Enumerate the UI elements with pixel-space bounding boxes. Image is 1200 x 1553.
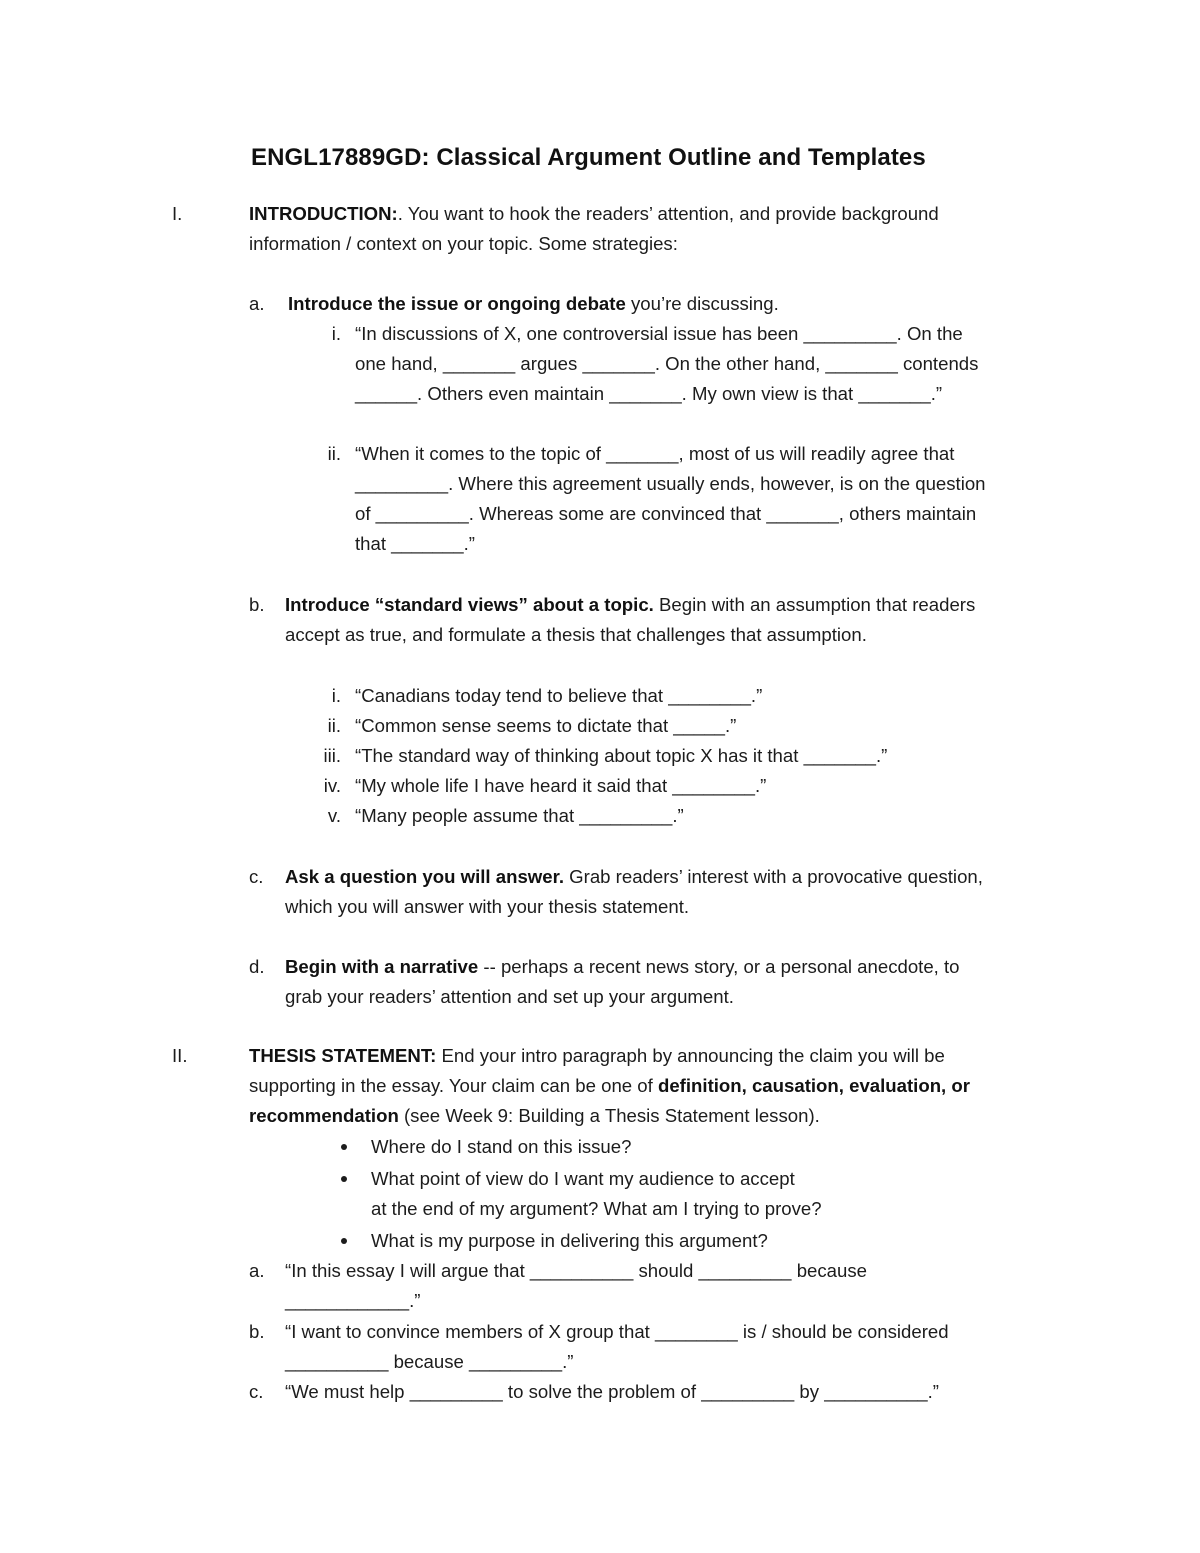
- list-item-label: i.: [331, 685, 341, 706]
- section-2-line-3: [249, 1104, 820, 1128]
- section-1-d-line-2: grab your readers’ attention and set up your argument.: [285, 986, 734, 1007]
- section-2-line-1: [249, 1044, 945, 1068]
- bullet-item: What is my purpose in delivering this argument?: [371, 1230, 768, 1251]
- bullet-icon: [341, 1144, 347, 1150]
- list-item: “The standard way of thinking about topic X has it that _______.”: [355, 745, 888, 766]
- section-2-a-label: a.: [249, 1260, 265, 1281]
- bullet-icon: [341, 1176, 347, 1182]
- section-2-heading: THESIS STATEMENT:: [249, 1045, 437, 1066]
- section-2-line-2-bold: definition, causation, evaluation, or: [657, 1075, 970, 1096]
- template-line: “I want to convince members of X group that ________ is / should be considered: [285, 1321, 949, 1342]
- section-1-c-label: c.: [249, 866, 264, 887]
- template-line: ____________.”: [285, 1290, 421, 1311]
- section-1-heading: INTRODUCTION:: [249, 203, 398, 224]
- template-line: __________ because _________.”: [285, 1351, 574, 1372]
- list-item-label: ii.: [327, 715, 341, 736]
- section-2-line-2: [249, 1074, 970, 1098]
- template-line: of _________. Whereas some are convinced that _______, others maintain: [355, 503, 977, 524]
- list-item: “Common sense seems to dictate that _____.”: [355, 715, 737, 736]
- section-1-b-line-1: [285, 593, 975, 617]
- section-2-line-3-plain: (see Week 9: Building a Thesis Statement lesson).: [398, 1105, 820, 1126]
- section-2-b-label: b.: [249, 1321, 265, 1342]
- section-1-b-label: b.: [249, 594, 265, 615]
- list-item-label: v.: [327, 805, 341, 826]
- section-1-a-label: a.: [249, 293, 265, 314]
- section-1-b-rest: Begin with an assumption that readers: [653, 594, 976, 615]
- section-2-rest: End your intro paragraph by announcing the claim you will be: [436, 1045, 945, 1066]
- section-1-d-line-1: [285, 955, 960, 979]
- list-item: “My whole life I have heard it said that ________.”: [355, 775, 767, 796]
- template-line: “When it comes to the topic of _______, most of us will readily agree that: [355, 443, 955, 464]
- template-line: _________. Where this agreement usually ends, however, is on the question: [355, 473, 986, 494]
- section-2-line-3-bold: recommendation: [249, 1105, 399, 1126]
- section-1-c-rest: Grab readers’ interest with a provocative question,: [564, 866, 983, 887]
- section-1-a-rest: you’re discussing.: [625, 293, 779, 314]
- section-1-a-bold: Introduce the issue or ongoing debate: [288, 293, 626, 314]
- section-1-numeral: I.: [172, 203, 183, 224]
- section-2-line-2-plain: supporting in the essay. Your claim can be one of: [249, 1075, 658, 1096]
- section-1-c-line-1: [285, 865, 983, 889]
- section-1-b-bold: Introduce “standard views” about a topic.: [285, 594, 654, 615]
- template-line: that _______.”: [355, 533, 475, 554]
- section-1-b-line-2: accept as true, and formulate a thesis that challenges that assumption.: [285, 624, 867, 645]
- section-2-numeral: II.: [172, 1045, 188, 1066]
- template-line: ______. Others even maintain _______. My own view is that _______.”: [355, 383, 943, 404]
- section-1-d-label: d.: [249, 956, 265, 977]
- bullet-item: Where do I stand on this issue?: [371, 1136, 632, 1157]
- section-1-a-text: [288, 292, 779, 316]
- section-1-line-1: [249, 202, 939, 226]
- section-1-a-ii-label: ii.: [327, 443, 341, 464]
- list-item: “Canadians today tend to believe that ________.”: [355, 685, 763, 706]
- template-line: “In discussions of X, one controversial issue has been _________. On the: [355, 323, 963, 344]
- page-title: ENGL17889GD: Classical Argument Outline and Templates: [251, 144, 926, 171]
- section-1-d-bold: Begin with a narrative: [285, 956, 479, 977]
- section-1-line-2: information / context on your topic. Some strategies:: [249, 233, 678, 254]
- section-1-c-bold: Ask a question you will answer.: [285, 866, 564, 887]
- section-1-d-rest: -- perhaps a recent news story, or a personal anecdote, to: [478, 956, 960, 977]
- section-1-intro-text: . You want to hook the readers’ attention, and provide background: [397, 203, 939, 224]
- template-line: “In this essay I will argue that __________ should _________ because: [285, 1260, 867, 1281]
- list-item-label: iii.: [323, 745, 341, 766]
- bullet-icon: [341, 1238, 347, 1244]
- section-1-a-i-label: i.: [331, 323, 341, 344]
- list-item: “Many people assume that _________.”: [355, 805, 684, 826]
- template-line: “We must help _________ to solve the problem of _________ by __________.”: [285, 1381, 940, 1402]
- section-1-c-line-2: which you will answer with your thesis statement.: [285, 896, 690, 917]
- list-item-label: iv.: [323, 775, 341, 796]
- bullet-item: What point of view do I want my audience to accept: [371, 1168, 795, 1189]
- bullet-item-continuation: at the end of my argument? What am I trying to prove?: [371, 1198, 822, 1219]
- template-line: one hand, _______ argues _______. On the other hand, _______ contends: [355, 353, 979, 374]
- section-2-c-label: c.: [249, 1381, 264, 1402]
